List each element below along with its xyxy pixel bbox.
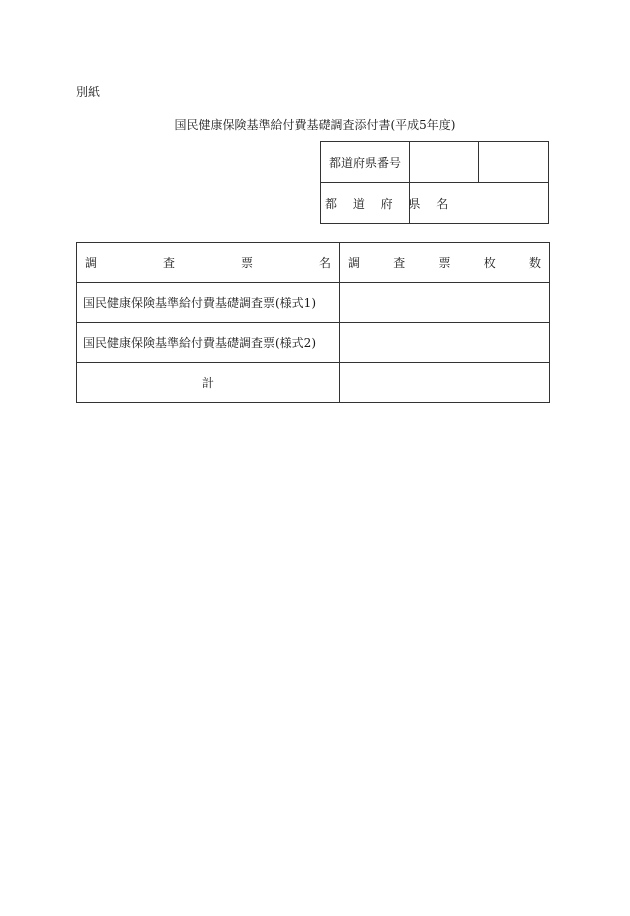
header-count-char: 票 xyxy=(438,256,451,270)
total-row xyxy=(77,363,550,403)
prefecture-name-label: 都 道 府 県 名 xyxy=(321,183,410,224)
header-count-char: 査 xyxy=(393,256,406,270)
prefecture-name-row xyxy=(321,183,549,224)
header-name-char: 査 xyxy=(162,256,175,270)
document-title-text: 国民健康保険基準給付費基礎調査添付書(平成5年度) xyxy=(174,118,456,132)
table-row xyxy=(77,283,550,323)
survey-sheet-table xyxy=(76,242,550,403)
header-name-char: 票 xyxy=(240,256,253,270)
survey-sheet-name-form1: 国民健康保険基準給付費基礎調査票(様式1) xyxy=(77,283,340,323)
prefecture-number-label: 都道府県番号 xyxy=(321,142,410,183)
survey-sheet-count-form1[interactable] xyxy=(340,283,550,323)
table-row xyxy=(77,323,550,363)
document-title xyxy=(0,117,630,133)
header-count-char: 調 xyxy=(348,256,361,270)
header-survey-sheet-count xyxy=(340,243,550,283)
prefecture-number-field-1[interactable] xyxy=(410,142,479,183)
header-name-char: 名 xyxy=(318,256,331,270)
prefecture-number-row xyxy=(321,142,549,183)
header-survey-sheet-name xyxy=(77,243,340,283)
survey-sheet-count-form2[interactable] xyxy=(340,323,550,363)
survey-sheet-name-form2: 国民健康保険基準給付費基礎調査票(様式2) xyxy=(77,323,340,363)
header-count-char: 数 xyxy=(528,256,541,270)
total-count-field[interactable] xyxy=(340,363,550,403)
header-name-char: 調 xyxy=(85,256,98,270)
prefecture-number-field-2[interactable] xyxy=(479,142,549,183)
prefecture-info-table xyxy=(320,141,549,224)
total-label: 計 xyxy=(77,363,340,403)
survey-table-header-row xyxy=(77,243,550,283)
attachment-label: 別紙 xyxy=(76,85,101,99)
header-count-char: 枚 xyxy=(483,256,496,270)
